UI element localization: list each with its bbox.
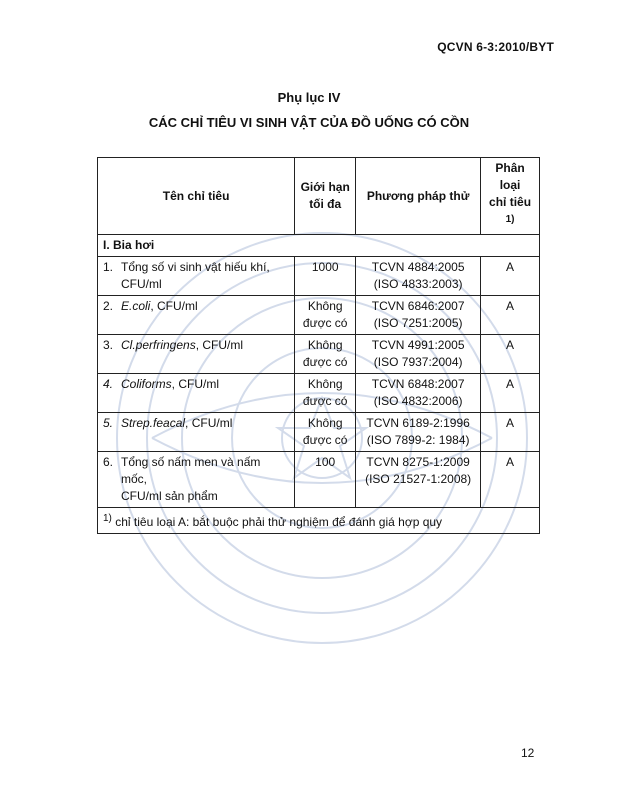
row-class: A	[481, 413, 540, 452]
row-name-cell	[98, 413, 295, 452]
row-class: A	[481, 335, 540, 374]
annex-label: Phụ lục IV	[277, 90, 341, 105]
row-limit-line1: Không	[307, 416, 343, 430]
row-limit-line2: được có	[302, 394, 348, 408]
row-number: 6.	[103, 455, 114, 469]
section-row	[98, 235, 540, 257]
row-limit	[295, 296, 356, 335]
row-name-suffix: CFU/ml sản phẩm	[121, 489, 218, 503]
row-number: 2.	[103, 299, 114, 313]
row-number: 1.	[103, 260, 114, 274]
row-method-line2: (ISO 21527-1:2008)	[365, 472, 472, 486]
table-row	[98, 452, 540, 508]
row-method	[356, 413, 481, 452]
row-name-suffix: , CFU/ml	[185, 416, 233, 430]
row-limit-line1: 1000	[311, 260, 339, 274]
row-class: A	[481, 374, 540, 413]
header-name: Tên chỉ tiêu	[98, 158, 295, 235]
row-number: 3.	[103, 338, 114, 352]
header-method: Phương pháp thử	[356, 158, 481, 235]
table-row	[98, 257, 540, 296]
row-limit-line2: được có	[302, 433, 348, 447]
header-limit-line2: tối đa	[309, 197, 342, 211]
row-limit-line2: được có	[302, 355, 348, 369]
table-header-row	[98, 158, 540, 235]
row-method	[356, 257, 481, 296]
row-class: A	[481, 257, 540, 296]
row-method-line2: (ISO 4833:2003)	[373, 277, 463, 291]
row-method-line1: TCVN 6846:2007	[371, 299, 465, 313]
row-method-line1: TCVN 4991:2005	[371, 338, 465, 352]
footnote-text: chỉ tiêu loại A: bắt buộc phải thử nghiệm để đánh giá hợp quy	[115, 515, 443, 529]
microbiological-criteria-table	[97, 157, 540, 534]
row-name-suffix: CFU/ml	[121, 277, 162, 291]
row-method	[356, 296, 481, 335]
row-name-cell	[98, 296, 295, 335]
row-name-cell	[98, 452, 295, 508]
row-method-line2: (ISO 4832:2006)	[373, 394, 463, 408]
document-code: QCVN 6-3:2010/BYT	[437, 40, 554, 54]
footnote-cell	[98, 508, 540, 534]
row-method-line1: TCVN 8275-1:2009	[366, 455, 470, 469]
row-limit	[295, 257, 356, 296]
row-limit-line1: Không	[307, 299, 343, 313]
row-class: A	[481, 452, 540, 508]
row-limit-line1: 100	[315, 455, 336, 469]
row-limit	[295, 335, 356, 374]
page-title: CÁC CHỈ TIÊU VI SINH VẬT CỦA ĐỒ UỐNG CÓ CỒN	[148, 115, 470, 130]
row-name-cell	[98, 257, 295, 296]
row-name: Coliforms	[121, 377, 172, 391]
row-name-suffix: , CFU/ml	[195, 338, 244, 352]
row-method-line2: (ISO 7899-2: 1984)	[366, 433, 470, 447]
row-limit	[295, 413, 356, 452]
row-name: Cl.perfringens	[121, 338, 196, 352]
row-name-cell	[98, 335, 295, 374]
row-name-cell	[98, 374, 295, 413]
row-method-line2: (ISO 7937:2004)	[373, 355, 463, 369]
row-limit-line2: được có	[302, 316, 348, 330]
table-row	[98, 374, 540, 413]
header-class-line1: Phân loại	[495, 161, 525, 192]
row-name: E.coli	[121, 299, 151, 313]
header-class	[481, 158, 540, 235]
footnote-sup: 1)	[103, 513, 112, 524]
row-number: 4.	[103, 377, 114, 391]
row-limit	[295, 374, 356, 413]
footnote-row	[98, 508, 540, 534]
table-row	[98, 296, 540, 335]
row-number: 5.	[103, 416, 114, 430]
header-class-sup: 1)	[505, 214, 515, 225]
section-label: I. Bia hơi	[98, 235, 540, 257]
row-name-suffix: , CFU/ml	[150, 299, 198, 313]
row-limit	[295, 452, 356, 508]
row-limit-line1: Không	[307, 338, 343, 352]
row-method	[356, 374, 481, 413]
row-name: Tổng số vi sinh vật hiếu khí,	[121, 260, 270, 274]
row-limit-line1: Không	[307, 377, 343, 391]
row-method	[356, 335, 481, 374]
row-method	[356, 452, 481, 508]
row-name: Strep.feacal	[121, 416, 186, 430]
row-method-line2: (ISO 7251:2005)	[373, 316, 463, 330]
header-limit-line1: Giới hạn	[300, 180, 350, 194]
header-class-line2: chỉ tiêu	[489, 195, 532, 209]
table-row	[98, 413, 540, 452]
row-class: A	[481, 296, 540, 335]
row-name: Tổng số nấm men và nấm mốc,	[121, 455, 261, 486]
row-name-suffix: , CFU/ml	[171, 377, 219, 391]
header-limit	[295, 158, 356, 235]
row-method-line1: TCVN 6848:2007	[371, 377, 465, 391]
page-number: 12	[521, 746, 535, 760]
row-method-line1: TCVN 6189-2:1996	[366, 416, 470, 430]
table-row	[98, 335, 540, 374]
row-method-line1: TCVN 4884:2005	[371, 260, 465, 274]
